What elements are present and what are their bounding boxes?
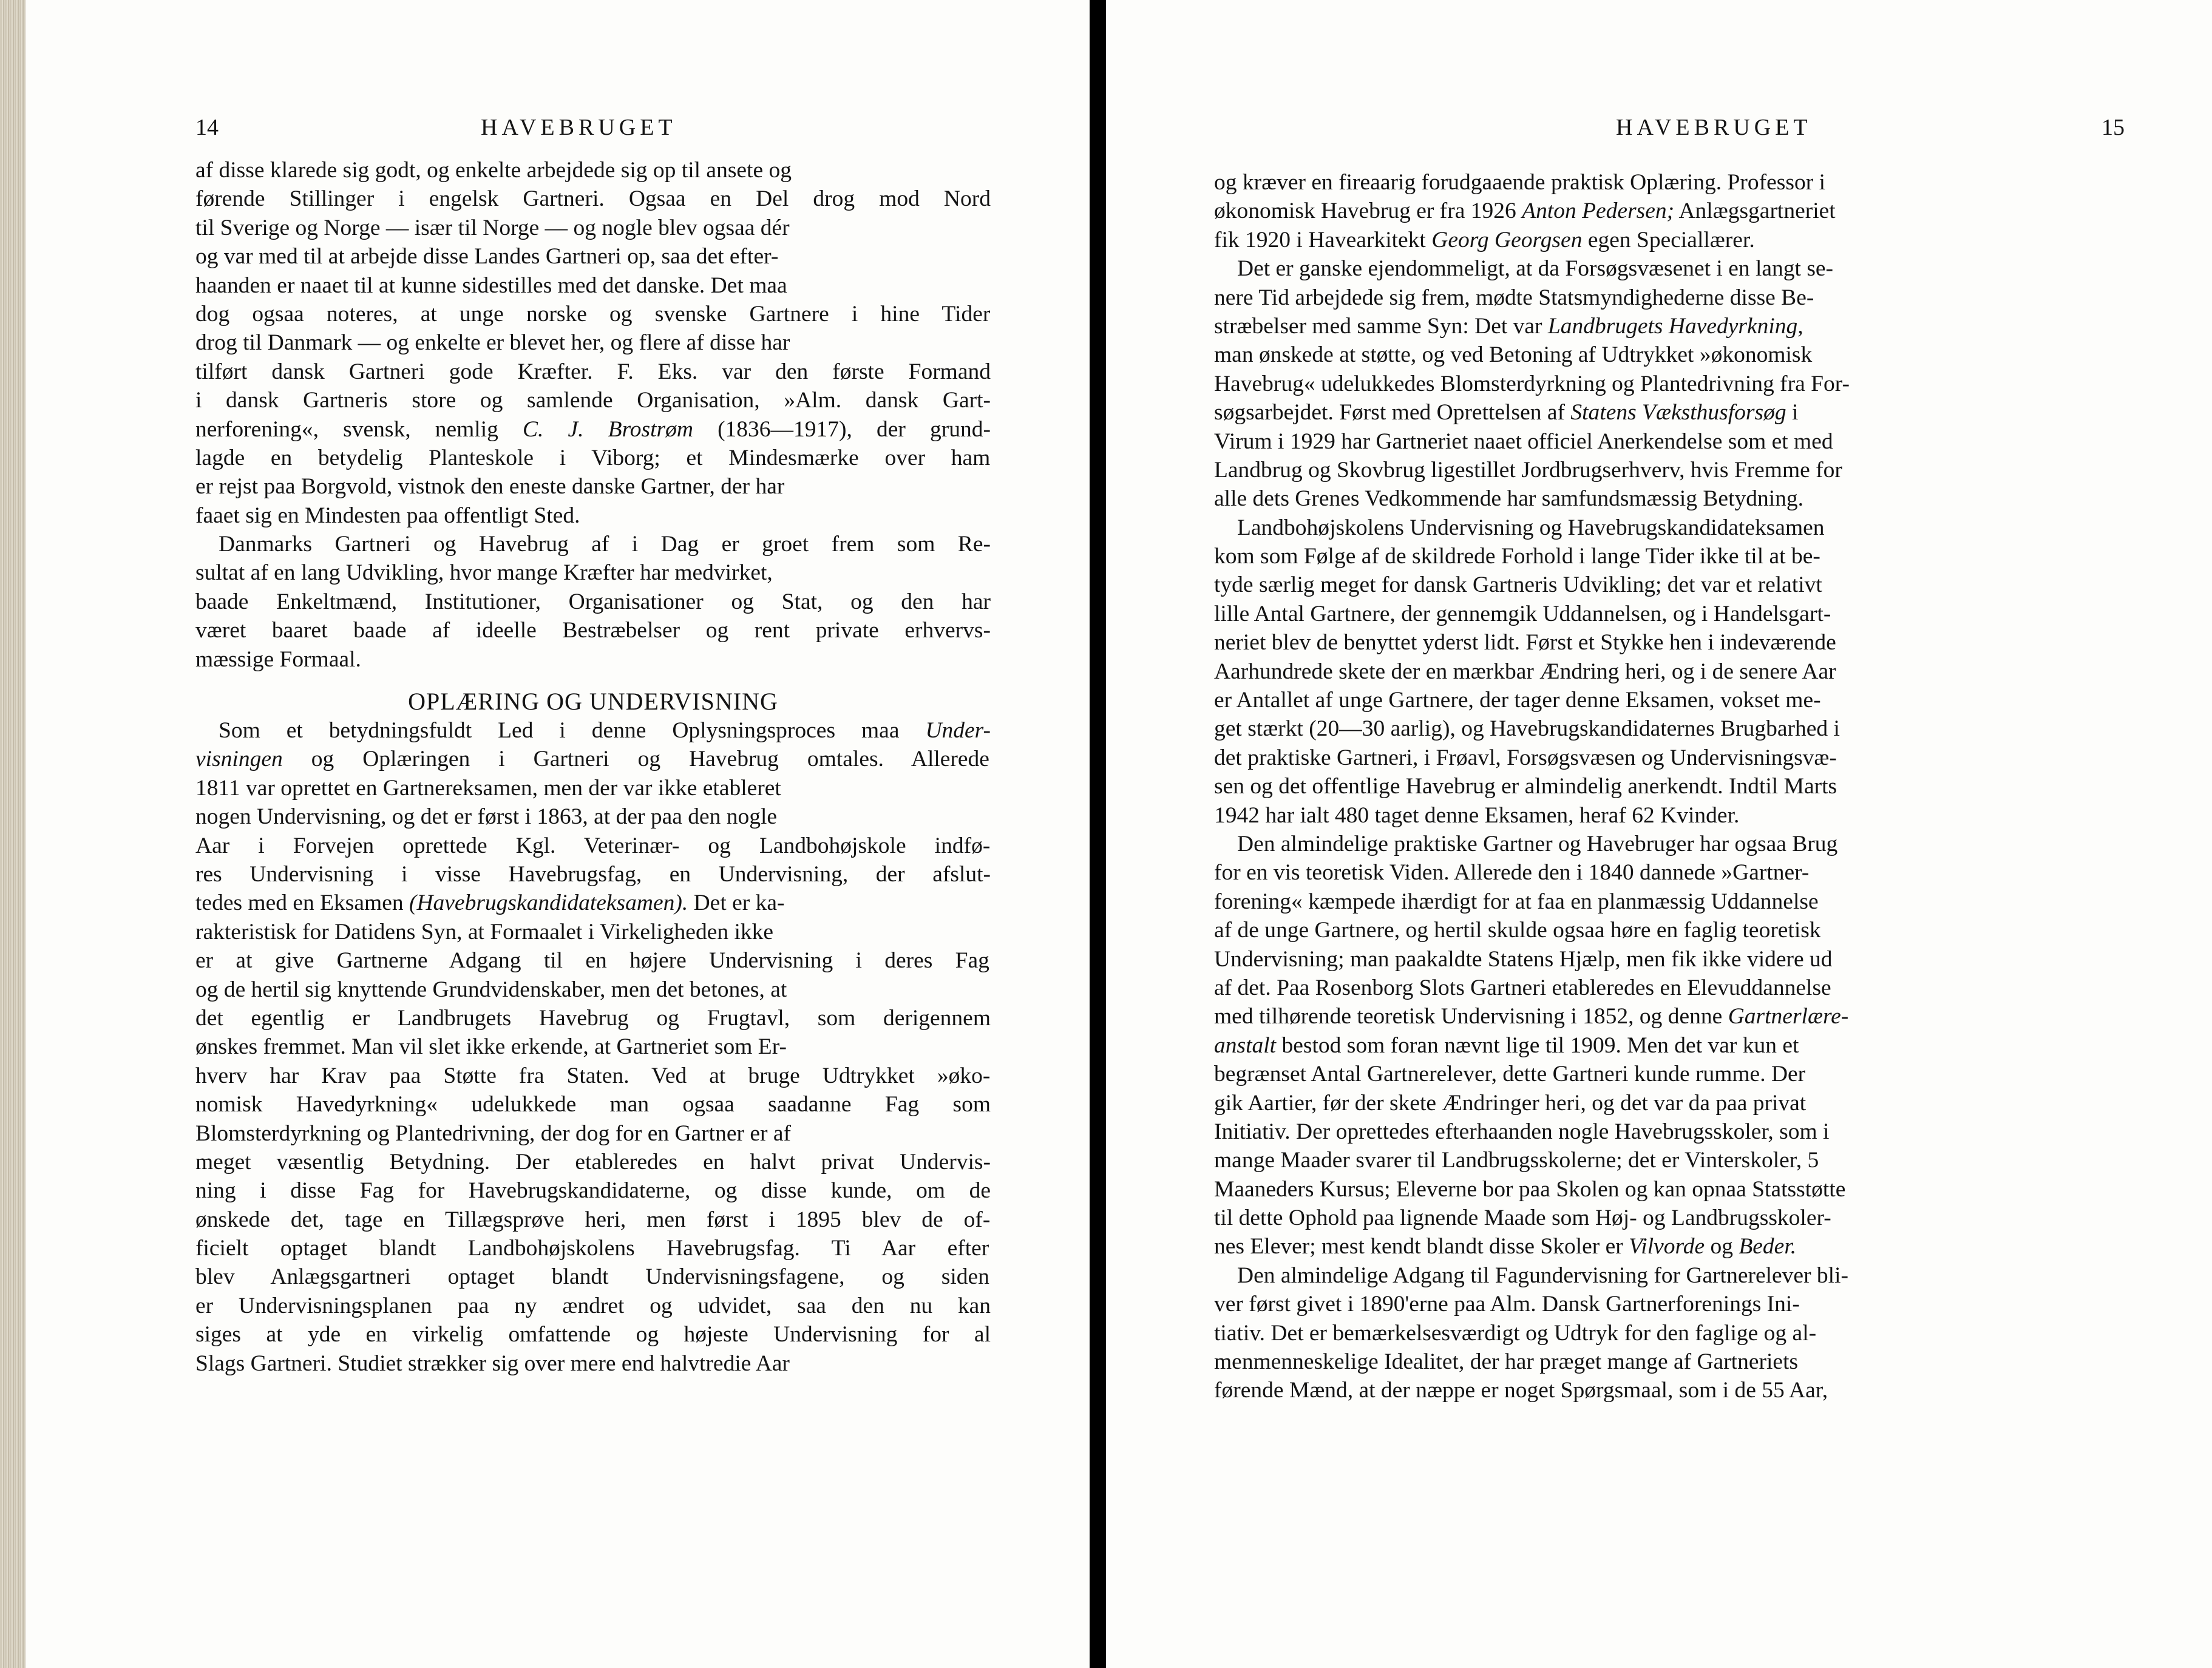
text-run: Som et betydningsfuldt Led i denne Oplysningsproces maa [219,718,926,744]
text-line [195,328,991,357]
text-line [195,1349,991,1378]
text-line [195,1320,991,1349]
text-line [195,444,991,472]
text-run: Anlægsgartneriet [1674,198,1836,224]
text-line [1214,686,2125,714]
text-line [1214,514,2125,542]
text-line [195,530,991,558]
text-run: ønskede det, tage en Tillægsprøve heri, men først i 1895 blev de of- [195,1207,991,1232]
text-run: forening« kæmpede ihærdigt for at faa en planmæssig Uddannelse [1214,889,1819,914]
text-line [195,472,991,501]
italic-text: Anton Pedersen; [1522,198,1675,224]
text-line [1214,1175,2125,1204]
text-line [1214,312,2125,341]
text-line [1214,1204,2125,1232]
right-page-header [1214,114,2125,144]
text-line [1214,1261,2125,1290]
text-run: man ønskede at støtte, og ved Betoning af Udtrykket »økonomisk [1214,342,1813,368]
text-run: ønskes fremmet. Man vil slet ikke erkende, at Gartneriet som Er- [195,1034,787,1060]
text-line [1214,1232,2125,1261]
text-run: stræbelser med samme Syn: Det var [1214,313,1548,339]
text-run: Virum i 1929 har Gartneriet naaet officiel Anerkendelse som et med [1214,429,1833,454]
text-line [195,645,991,674]
text-run: tyde særlig meget for dansk Gartneris Udvikling; det var et relativt [1214,572,1822,598]
left-page [0,0,1090,1668]
text-run: førende Mænd, at der næppe er noget Spørgsmaal, som i de 55 Aar, [1214,1378,1828,1403]
running-head: HAVEBRUGET [1616,115,1812,140]
text-line [195,918,991,946]
italic-text: visningen [195,747,283,772]
text-line [1214,887,2125,916]
text-line [1214,1060,2125,1088]
text-run: Det er ganske ejendommeligt, at da Forsøgsvæsenet i en langt se- [1237,256,1834,282]
text-run: og Oplæringen i Gartneri og Havebrug omtales. Allerede [282,747,989,772]
text-line [195,889,991,917]
text-run: ver først givet i 1890'erne paa Alm. Dansk Gartnerforenings Ini- [1214,1292,1800,1317]
text-line [1214,974,2125,1002]
text-line [1214,168,2125,197]
right-text-column [1214,168,2125,1405]
text-line [1214,226,2125,254]
text-run: siges at yde en virkelig omfattende og højeste Undervisning for al [195,1322,991,1348]
text-run: (1836—1917), der grund- [693,416,991,442]
text-run: og kræver en fireaarig forudgaaende praktisk Oplæring. Professor i [1214,170,1825,195]
text-line [195,1176,991,1205]
page-number: 15 [2102,115,2125,140]
text-line [1214,484,2125,513]
text-run: 1942 har ialt 480 taget denne Eksamen, heraf 62 Kvinder. [1214,802,1740,828]
text-run: Landbrug og Skovbrug ligestillet Jordbrugserhverv, hvis Fremme for [1214,457,1842,483]
italic-text: Statens Væksthusforsøg [1570,400,1786,425]
paragraph [195,716,991,1378]
text-line [1214,1319,2125,1348]
text-run: er Undervisningsplanen paa ny ændret og udvidet, saa den nu kan [195,1293,991,1318]
text-run: er rejst paa Borgvold, vistnok den eneste danske Gartner, der har [195,474,785,500]
italic-text: Under- [925,718,991,744]
text-line [1214,341,2125,369]
text-line [195,1263,991,1291]
paragraph [1214,254,2125,514]
text-line [1214,456,2125,484]
text-run: sultat af en lang Udvikling, hvor mange Kræfter har medvirket, [195,560,773,586]
text-line [1214,1146,2125,1175]
text-run: Det er ka- [688,890,785,916]
text-run: meget væsentlig Betydning. Der etableredes en halvt privat Undervis- [195,1149,991,1175]
text-run: Blomsterdyrkning og Plantedrivning, der dog for en Gartner er af [195,1120,791,1146]
text-line [195,1119,991,1148]
text-run: faaet sig en Mindesten paa offentligt Sted. [195,503,580,528]
right-page [1106,0,2212,1668]
text-line [195,860,991,889]
text-line [1214,1089,2125,1117]
text-run: get stærkt (20—30 aarlig), og Havebrugskandidaternes Brugbarhed i [1214,716,1840,742]
text-line [195,214,991,242]
text-line [195,716,991,745]
text-line [195,802,991,831]
text-run: res Undervisning i visse Havebrugsfag, en Undervisning, der afslut- [195,861,991,887]
text-run: mæssige Formaal. [195,646,361,672]
text-line [1214,714,2125,743]
text-line [195,1032,991,1061]
text-run: menmenneskelige Idealitet, der har præget mange af Gartneriets [1214,1349,1799,1375]
text-line [1214,283,2125,312]
text-run: kom som Følge af de skildrede Forhold i lange Tider ikke til at be- [1214,544,1820,569]
text-line [1214,370,2125,398]
text-run: hverv har Krav paa Støtte fra Staten. Ved at bruge Udtrykket »øko- [195,1063,991,1088]
text-run: nomisk Havedyrkning« udelukkede man ogsaa saadanne Fag som [195,1092,991,1117]
text-run: og de hertil sig knyttende Grundvidenskaber, men det betones, at [195,977,787,1002]
text-run: mange Maader svarer til Landbrugsskolerne; det er Vinterskoler, 5 [1214,1148,1819,1173]
text-line [1214,916,2125,944]
text-line [1214,945,2125,974]
text-line [195,832,991,860]
text-line [195,588,991,616]
text-line [1214,772,2125,801]
text-run: af det. Paa Rosenborg Slots Gartneri etableredes en Elevuddannelse [1214,975,1831,1000]
text-line [195,300,991,328]
text-run: neriet blev de benyttet yderst lidt. Først et Stykke hen i indeværende [1214,630,1836,656]
paragraph [1214,168,2125,254]
text-run: for en vis teoretisk Viden. Allerede den i 1840 dannede »Gartner- [1214,860,1810,886]
text-run: Initiativ. Der oprettedes efterhaanden nogle Havebrugsskoler, som i [1214,1119,1830,1144]
text-run: Havebrug« udelukkedes Blomsterdyrkning og Plantedrivning fra For- [1214,371,1850,396]
text-run: alle dets Grenes Vedkommende har samfundsmæssig Betydning. [1214,486,1804,512]
left-page-header [195,114,991,144]
text-line [195,1292,991,1320]
text-line [195,242,991,271]
text-line [1214,398,2125,427]
text-run: det egentlig er Landbrugets Havebrug og Frugtavl, som derigennem [195,1005,991,1031]
text-line [195,1205,991,1234]
text-line [1214,1002,2125,1031]
text-line [195,774,991,802]
text-line [195,1062,991,1090]
text-run: og [1705,1234,1739,1259]
text-line [195,616,991,645]
text-run: tiativ. Det er bemærkelsesværdigt og Udtryk for den faglige og al- [1214,1320,1817,1346]
text-run: nogen Undervisning, og det er først i 1863, at der paa den nogle [195,804,778,830]
text-run: begrænset Antal Gartnerelever, dette Gartneri kunde rumme. Der [1214,1062,1806,1087]
text-line [195,1148,991,1176]
text-run: ning i disse Fag for Havebrugskandidaterne, og disse kunde, om de [195,1178,991,1204]
text-run: Aarhundrede skete der en mærkbar Ændring heri, og i de senere Aar [1214,659,1836,684]
text-run: økonomisk Havebrug er fra 1926 [1214,198,1522,224]
text-run: af disse klarede sig godt, og enkelte arbejdede sig op til ansete og [195,158,792,183]
text-line [1214,1031,2125,1060]
text-line [1214,600,2125,628]
text-run: Danmarks Gartneri og Havebrug af i Dag er groet frem som Re- [219,532,991,557]
book-page-edges [0,0,25,1668]
text-line [1214,858,2125,887]
text-run: Den almindelige praktiske Gartner og Havebruger har ogsaa Brug [1237,831,1838,856]
text-line [1214,657,2125,686]
text-line [1214,744,2125,772]
text-run: gik Aartier, før der skete Ændringer heri, og det var da paa privat [1214,1090,1807,1116]
text-run: tilført dansk Gartneri gode Kræfter. F. Eks. var den første Formand [195,359,991,384]
text-run: førende Stillinger i engelsk Gartneri. Ogsaa en Del drog mod Nord [195,186,991,212]
text-run: Den almindelige Adgang til Fagundervisning for Gartnerelever bli- [1237,1263,1849,1288]
paragraph [1214,1261,2125,1405]
text-line [195,185,991,213]
text-run: til Sverige og Norge — især til Norge — og nogle blev ogsaa dér [195,215,790,240]
text-run: ficielt optaget blandt Landbohøjskolens Havebrugsfag. Ti Aar efter [195,1236,989,1261]
text-run: nes Elever; mest kendt blandt disse Skoler er [1214,1234,1629,1259]
text-line [195,1090,991,1119]
text-line [195,946,991,975]
text-line [1214,628,2125,657]
text-line [195,558,991,587]
text-run: lagde en betydelig Planteskole i Viborg; et Mindesmærke over ham [195,445,991,470]
text-run: rakteristisk for Datidens Syn, at Formaalet i Virkeligheden ikke [195,919,774,944]
text-run: blev Anlægsgartneri optaget blandt Undervisningsfagene, og siden [195,1264,989,1290]
text-run: det praktiske Gartneri, i Frøavl, Forsøgsvæsen og Undervisningsvæ- [1214,745,1837,770]
text-run: nerforening«, svensk, nemlig [195,416,523,442]
text-run: fik 1920 i Havearkitekt [1214,227,1432,253]
text-line [1214,801,2125,830]
text-line [1214,571,2125,599]
text-line [1214,1348,2125,1376]
text-run: tedes med en Eksamen [195,890,409,916]
text-run: i dansk Gartneris store og samlende Organisation, »Alm. dansk Gart- [195,388,991,413]
italic-text: Gartnerlære- [1728,1004,1849,1029]
text-line [1214,254,2125,283]
text-line [195,745,991,773]
section-heading: OPLÆRING OG UNDERVISNING [408,688,778,716]
text-run: Landbohøjskolens Undervisning og Havebrugskandidateksamen [1237,515,1825,540]
italic-text: anstalt [1214,1032,1277,1058]
text-line [195,1234,991,1263]
text-line [1214,1117,2125,1146]
text-run: med tilhørende teoretisk Undervisning i 1852, og denne [1214,1004,1728,1029]
text-run: haanden er naaet til at kunne sidestilles med det danske. Det maa [195,273,787,298]
text-run: lille Antal Gartnere, der gennemgik Uddannelsen, og i Handelsgart- [1214,601,1831,626]
text-line [195,271,991,300]
text-line [195,415,991,444]
text-run: af de unge Gartnere, og hertil skulde ogsaa høre en faglig teoretisk [1214,918,1821,943]
text-run: sen og det offentlige Havebrug er almindelig anerkendt. Indtil Marts [1214,774,1837,799]
italic-text: C. J. Brostrøm [523,416,693,442]
text-line [1214,197,2125,225]
text-line [1214,542,2125,571]
text-line [195,501,991,530]
left-text-column [195,156,991,1378]
text-run: dog ogsaa noteres, at unge norske og svenske Gartnere i hine Tider [195,301,991,327]
paragraph [195,530,991,674]
paragraph [1214,830,2125,1261]
text-line [195,975,991,1004]
paragraph [195,156,991,530]
italic-text: (Havebrugskandidateksamen). [409,890,688,916]
page-number: 14 [195,115,219,140]
text-run: Aar i Forvejen oprettede Kgl. Veterinær- og Landbohøjskole indfø- [195,833,991,858]
text-line [195,1004,991,1032]
text-line [195,358,991,386]
text-run: er at give Gartnerne Adgang til en højere Undervisning i deres Fag [195,948,989,974]
text-run: baade Enkeltmænd, Institutioner, Organisationer og Stat, og den har [195,589,991,614]
italic-text: Landbrugets Havedyrkning, [1547,313,1803,339]
text-run: er Antallet af unge Gartnere, der tager denne Eksamen, vokset me- [1214,688,1821,713]
text-run: nere Tid arbejdede sig frem, mødte Statsmyndighederne disse Be- [1214,285,1814,310]
text-run: Undervisning; man paakaldte Statens Hjælp, men fik ikke videre ud [1214,946,1833,972]
text-run: egen Speciallærer. [1582,227,1755,253]
text-run: bestod som foran nævnt lige til 1909. Men det var kun et [1276,1032,1799,1058]
running-head: HAVEBRUGET [481,115,677,140]
text-run: og var med til at arbejde disse Landes Gartneri op, saa det efter- [195,244,779,270]
text-run: været baaret baade af ideelle Bestræbelser og rent private erhvervs- [195,618,991,643]
italic-text: Vilvorde [1629,1234,1705,1259]
text-line [1214,1290,2125,1318]
text-run: i [1786,400,1799,425]
text-line [1214,427,2125,456]
italic-text: Beder. [1739,1234,1797,1259]
text-run: Maaneders Kursus; Eleverne bor paa Skolen og kan opnaa Statsstøtte [1214,1176,1846,1202]
text-run: Slags Gartneri. Studiet strækker sig over mere end halvtredie Aar [195,1351,790,1376]
text-run: søgsarbejdet. Først med Oprettelsen af [1214,400,1571,425]
text-line [195,386,991,415]
text-run: til dette Ophold paa lignende Maade som Høj- og Landbrugsskoler- [1214,1205,1831,1231]
paragraph [1214,514,2125,830]
text-run: drog til Danmark — og enkelte er blevet her, og flere af disse har [195,330,790,356]
text-line [195,156,991,185]
italic-text: Georg Georgsen [1431,227,1583,253]
text-line [1214,1376,2125,1405]
text-line [1214,830,2125,858]
text-run: 1811 var oprettet en Gartnereksamen, men der var ikke etableret [195,775,781,801]
